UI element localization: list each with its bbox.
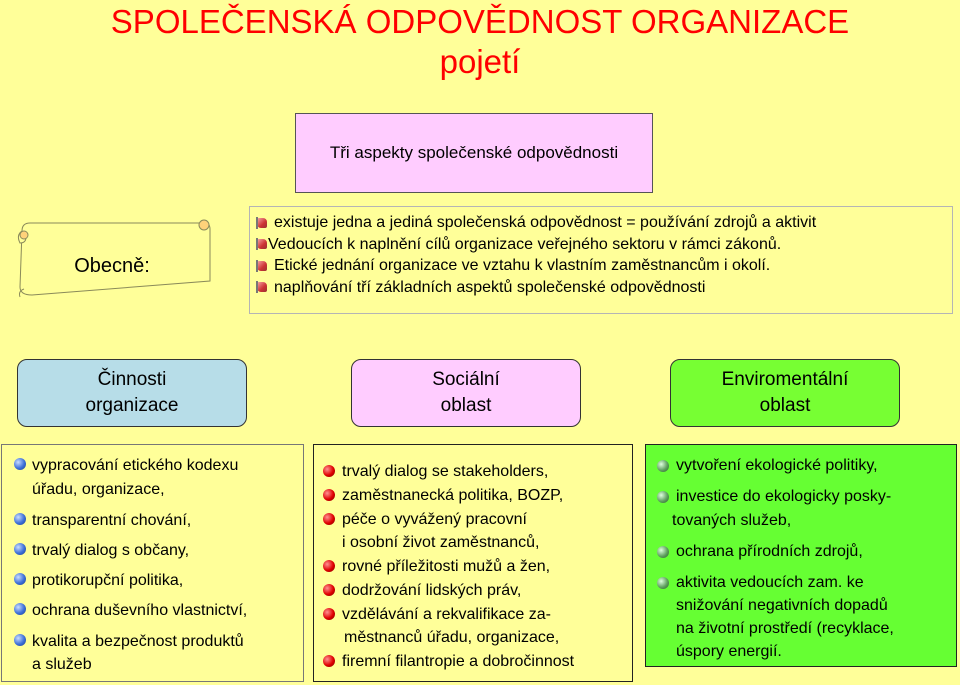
list-item: snižování negativních dopadů <box>676 597 888 614</box>
list-item: trvalý dialog s občany, <box>32 542 190 559</box>
blue-ball-icon <box>14 513 26 525</box>
list-item: existuje jedna a jediná společenská odpovědnost = používání zdrojů a aktivit <box>256 212 816 234</box>
list-item: ochrana duševního vlastnictví, <box>32 602 248 619</box>
list-item: Etické jednání organizace ve vztahu k vlastním zaměstnancům i okolí. <box>256 255 816 277</box>
list-item: naplňování tří základních aspektů společenské odpovědnosti <box>256 277 816 299</box>
list-item: na životní prostředí (recyklace, <box>676 620 894 637</box>
list-item: vypracování etického kodexu <box>32 457 239 474</box>
list-item: firemní filantropie a dobročinnost <box>342 653 575 670</box>
list-item: zaměstnanecká politika, BOZP, <box>342 487 564 504</box>
list-item: úspory energií. <box>676 643 782 660</box>
three-aspects-label: Tři aspekty společenské odpovědnosti <box>329 143 619 162</box>
three-aspects-box <box>295 113 653 193</box>
general-list <box>256 212 816 298</box>
list-item: a služeb <box>32 656 92 673</box>
green-ball-icon <box>657 460 669 472</box>
main-title: SPOLEČENSKÁ ODPOVĚDNOST ORGANIZACE <box>110 3 850 40</box>
green-ball-icon <box>657 546 669 558</box>
list-item: vytvoření ekologické politiky, <box>676 457 878 474</box>
blue-ball-icon <box>14 573 26 585</box>
social-list <box>313 444 633 682</box>
list-item: péče o vyvážený pracovní <box>342 511 527 528</box>
red-ball-icon <box>323 489 335 501</box>
red-ball-icon <box>323 465 335 477</box>
general-text-box <box>249 206 953 314</box>
list-item: vzdělávání a rekvalifikace za- <box>342 606 551 623</box>
list-item: kvalita a bezpečnost produktů <box>32 633 244 650</box>
general-label: Obecně: <box>74 254 150 277</box>
header-social: Sociální oblast <box>351 359 581 427</box>
red-ball-icon <box>323 584 335 596</box>
flag-icon <box>256 281 268 293</box>
header-activities: Činnosti organizace <box>17 359 247 427</box>
list-item: trvalý dialog se stakeholders, <box>342 463 549 480</box>
list-item: ochrana přírodních zdrojů, <box>676 543 863 560</box>
list-item: transparentní chování, <box>32 512 192 529</box>
green-ball-icon <box>657 491 669 503</box>
environment-list <box>645 444 957 667</box>
red-ball-icon <box>323 655 335 667</box>
list-item: dodržování lidských práv, <box>342 582 522 599</box>
list-item: tovaných služeb, <box>672 512 792 529</box>
blue-ball-icon <box>14 458 26 470</box>
list-item: i osobní život zaměstnanců, <box>342 534 540 551</box>
list-item: aktivita vedoucích zam. ke <box>676 574 864 591</box>
red-ball-icon <box>323 513 335 525</box>
flag-icon <box>256 260 268 272</box>
blue-ball-icon <box>14 543 26 555</box>
red-ball-icon <box>323 608 335 620</box>
main-subtitle: pojetí <box>439 43 521 80</box>
flag-icon <box>256 217 268 229</box>
blue-ball-icon <box>14 603 26 615</box>
list-item: investice do ekologicky posky- <box>676 488 892 505</box>
list-item: protikorupční politika, <box>32 572 184 589</box>
flag-icon <box>256 238 268 250</box>
list-item: Vedoucích k naplnění cílů organizace veřejného sektoru v rámci zákonů. <box>256 234 816 256</box>
general-scroll <box>14 219 210 295</box>
list-item: rovné příležitosti mužů a žen, <box>342 558 551 575</box>
blue-ball-icon <box>14 634 26 646</box>
red-ball-icon <box>323 560 335 572</box>
header-environment: Enviromentální oblast <box>670 359 900 427</box>
list-item: městnanců úřadu, organizace, <box>344 629 560 646</box>
green-ball-icon <box>657 577 669 589</box>
list-item: úřadu, organizace, <box>32 481 165 498</box>
activities-list <box>1 444 304 682</box>
